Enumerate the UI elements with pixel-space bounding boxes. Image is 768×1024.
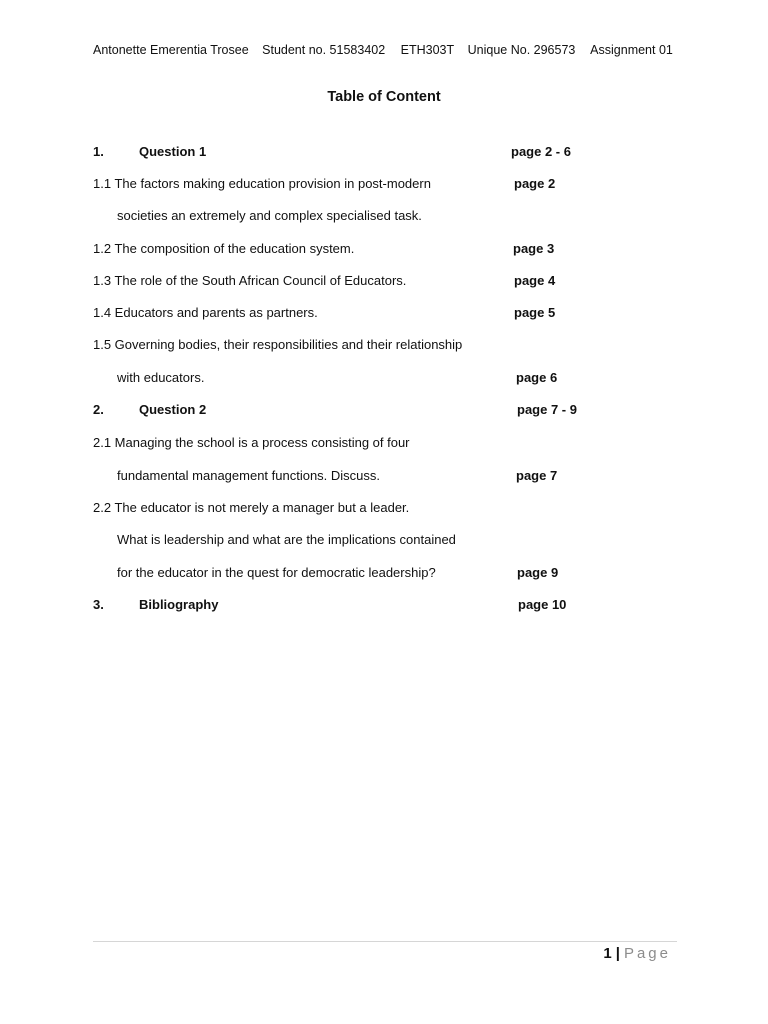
toc-entry-2-2	[0, 500, 768, 520]
toc-entry-text: What is leadership and what are the implications contained	[117, 532, 456, 547]
toc-entry-page: page 2 - 6	[511, 144, 571, 159]
toc-entry-1-1	[0, 176, 768, 196]
toc-entry-page: page 7 - 9	[517, 402, 577, 417]
student-number: Student no. 51583402	[262, 43, 386, 57]
toc-entry-page: page 9	[517, 565, 559, 580]
toc-entry-2-1	[0, 435, 768, 455]
toc-entry-page: page 5	[514, 305, 556, 320]
toc-entry-text: 1.3 The role of the South African Council of Educators.	[93, 273, 407, 288]
toc-entry-question-1	[0, 144, 768, 164]
toc-entry-number: 3.	[93, 597, 104, 612]
toc-entry-text: 2.1 Managing the school is a process consisting of four	[93, 435, 410, 450]
page-label: Page	[623, 945, 671, 962]
footer-divider	[93, 941, 677, 942]
module-code: ETH303T	[400, 43, 455, 57]
toc-entry-text: Bibliography	[139, 597, 219, 612]
assignment-number: Assignment 01	[590, 43, 673, 57]
toc-entry-text: 1.2 The composition of the education system.	[93, 241, 355, 256]
toc-entry-1-1-continued	[0, 208, 768, 228]
toc-entry-bibliography	[0, 597, 768, 617]
toc-entry-number: 2.	[93, 402, 104, 417]
toc-entry-text: Question 2	[139, 402, 207, 417]
toc-entry-question-2	[0, 402, 768, 422]
toc-entry-page: page 7	[516, 468, 558, 483]
footer-separator: |	[615, 945, 620, 962]
toc-entry-page: page 3	[513, 241, 555, 256]
toc-entry-page: page 10	[518, 597, 567, 612]
toc-entry-1-5-continued	[0, 370, 768, 390]
toc-entry-2-2-continued-2	[0, 565, 768, 585]
unique-number: Unique No. 296573	[467, 43, 576, 57]
toc-entry-text: fundamental management functions. Discuss.	[117, 468, 381, 483]
author-name: Antonette Emerentia Trosee	[93, 43, 249, 57]
toc-entry-page: page 2	[514, 176, 556, 191]
toc-entry-text: societies an extremely and complex specialised task.	[117, 208, 422, 223]
toc-entry-2-2-continued	[0, 532, 768, 552]
page-title: Table of Content	[327, 89, 441, 105]
toc-entry-text: 1.5 Governing bodies, their responsibilities and their relationship	[93, 337, 463, 352]
toc-entry-text: 1.4 Educators and parents as partners.	[93, 305, 318, 320]
toc-entry-1-3	[0, 273, 768, 293]
toc-entry-1-5	[0, 337, 768, 357]
toc-entry-text: for the educator in the quest for democratic leadership?	[117, 565, 436, 580]
page-footer	[603, 945, 671, 962]
page-number: 1	[603, 945, 612, 962]
toc-entry-text: 1.1 The factors making education provision in post-modern	[93, 176, 431, 191]
toc-entry-2-1-continued	[0, 468, 768, 488]
toc-entry-text: Question 1	[139, 144, 207, 159]
page-header	[93, 43, 713, 57]
toc-entry-number: 1.	[93, 144, 104, 159]
toc-entry-text: 2.2 The educator is not merely a manager but a leader.	[93, 500, 410, 515]
toc-entry-text: with educators.	[117, 370, 205, 385]
toc-entry-1-2	[0, 241, 768, 261]
toc-entry-1-4	[0, 305, 768, 325]
toc-entry-page: page 4	[514, 273, 556, 288]
toc-entry-page: page 6	[516, 370, 558, 385]
